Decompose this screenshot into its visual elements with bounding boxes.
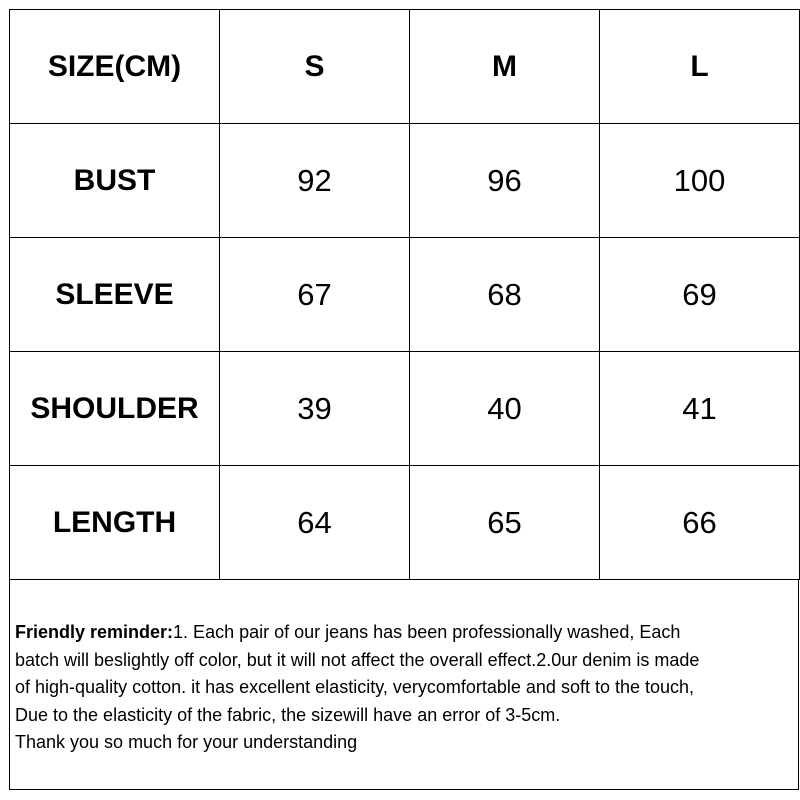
table-cell: 69 <box>600 238 800 352</box>
table-cell: 41 <box>600 352 800 466</box>
table-cell: 40 <box>410 352 600 466</box>
header-cell-s: S <box>220 10 410 124</box>
header-cell-l: L <box>600 10 800 124</box>
table-cell: 68 <box>410 238 600 352</box>
table-row-sleeve <box>10 238 800 352</box>
table-cell: 64 <box>220 466 410 580</box>
table-cell: 92 <box>220 124 410 238</box>
reminder-line: of high-quality cotton. it has excellent elasticity, verycomfortable and soft to the touch, <box>15 677 695 697</box>
reminder-line: Thank you so much for your understanding <box>15 732 358 752</box>
table-cell: 100 <box>600 124 800 238</box>
reminder-box <box>9 579 799 790</box>
row-label-length: LENGTH <box>10 466 220 580</box>
reminder-line: Due to the elasticity of the fabric, the sizewill have an error of 3-5cm. <box>15 704 561 725</box>
table-header-row <box>10 10 800 124</box>
reminder-text <box>15 619 785 757</box>
table-row-bust <box>10 124 800 238</box>
header-cell-size: SIZE(CM) <box>10 10 220 124</box>
reminder-line: batch will beslightly off color, but it will not affect the overall effect.2.0ur denim is made <box>15 649 700 670</box>
table-row-shoulder <box>10 352 800 466</box>
table-cell: 66 <box>600 466 800 580</box>
header-cell-m: M <box>410 10 600 124</box>
table-cell: 96 <box>410 124 600 238</box>
row-label-shoulder: SHOULDER <box>10 352 220 466</box>
table-cell: 65 <box>410 466 600 580</box>
row-label-bust: BUST <box>10 124 220 238</box>
size-chart-table <box>9 9 800 580</box>
table-cell: 39 <box>220 352 410 466</box>
row-label-sleeve: SLEEVE <box>10 238 220 352</box>
table-cell: 67 <box>220 238 410 352</box>
reminder-line: 1. Each pair of our jeans has been professionally washed, Each <box>173 622 681 642</box>
reminder-label: Friendly reminder: <box>15 622 174 642</box>
table-row-length <box>10 466 800 580</box>
